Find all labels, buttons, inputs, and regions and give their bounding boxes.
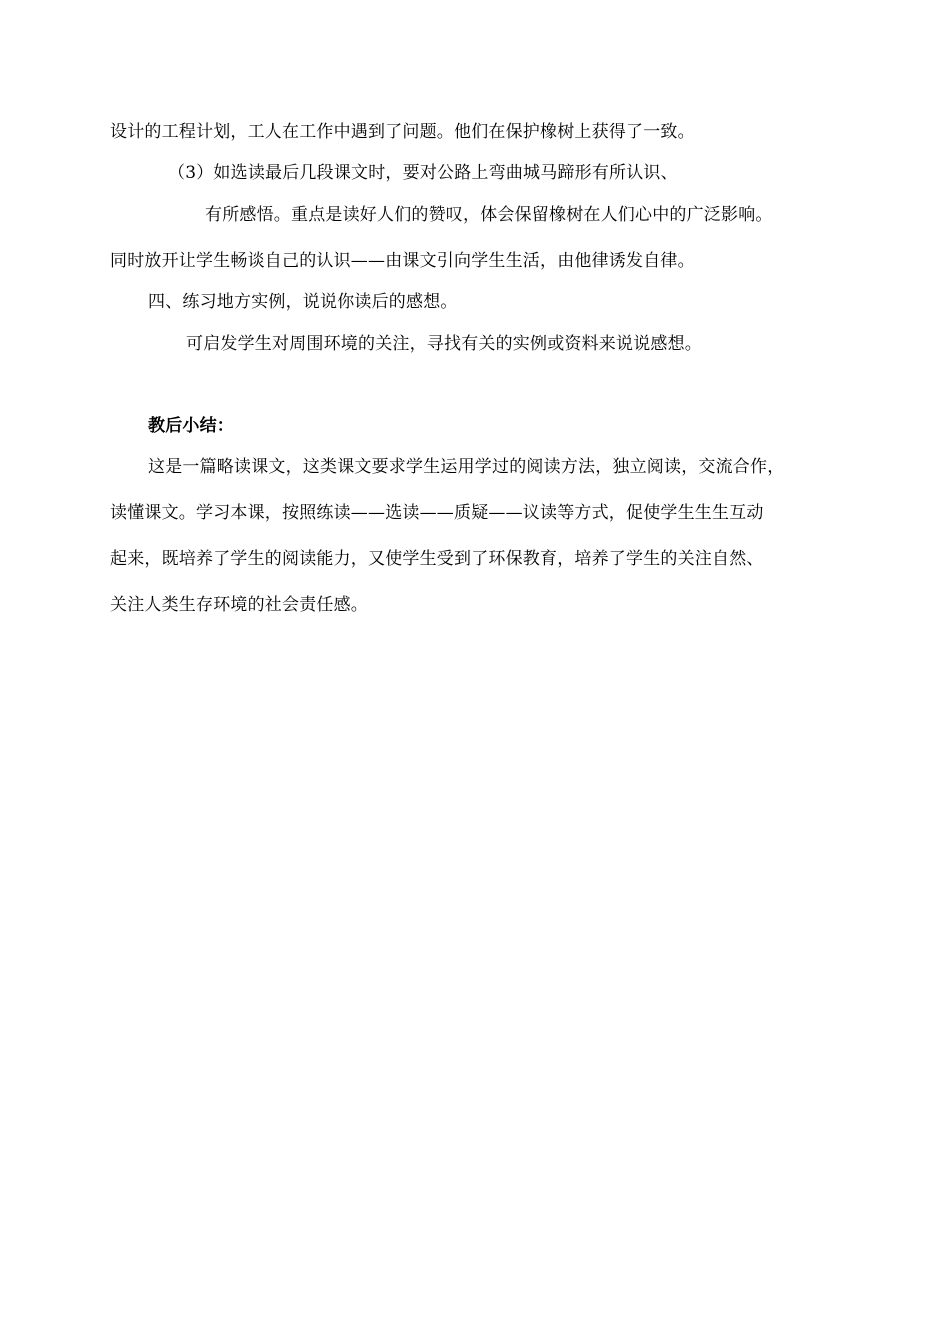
summary-line-1: 这是一篇略读课文，这类课文要求学生运用学过的阅读方法，独立阅读，交流合作， xyxy=(148,457,785,477)
summary-line-2: 读懂课文。学习本课，按照练读——选读——质疑——议读等方式，促使学生生生互动 xyxy=(110,503,764,523)
paragraph-line-2: （3）如选读最后几段课文时，要对公路上弯曲城马蹄形有所认识、 xyxy=(168,163,678,183)
paragraph-line-4: 同时放开让学生畅谈自己的认识——由课文引向学生生活，由他律诱发自律。 xyxy=(110,251,695,271)
paragraph-line-6: 可启发学生对周围环境的关注，寻找有关的实例或资料来说说感想。 xyxy=(186,334,702,354)
summary-line-3: 起来，既培养了学生的阅读能力，又使学生受到了环保教育，培养了学生的关注自然、 xyxy=(110,549,764,569)
summary-line-4: 关注人类生存环境的社会责任感。 xyxy=(110,595,368,615)
paragraph-line-1: 设计的工程计划，工人在工作中遇到了问题。他们在保护橡树上获得了一致。 xyxy=(110,122,695,142)
summary-heading: 教后小结： xyxy=(148,416,234,436)
paragraph-line-3: 有所感悟。重点是读好人们的赞叹，体会保留橡树在人们心中的广泛影响。 xyxy=(205,205,773,225)
section-four-heading: 四、练习地方实例，说说你读后的感想。 xyxy=(148,292,458,312)
